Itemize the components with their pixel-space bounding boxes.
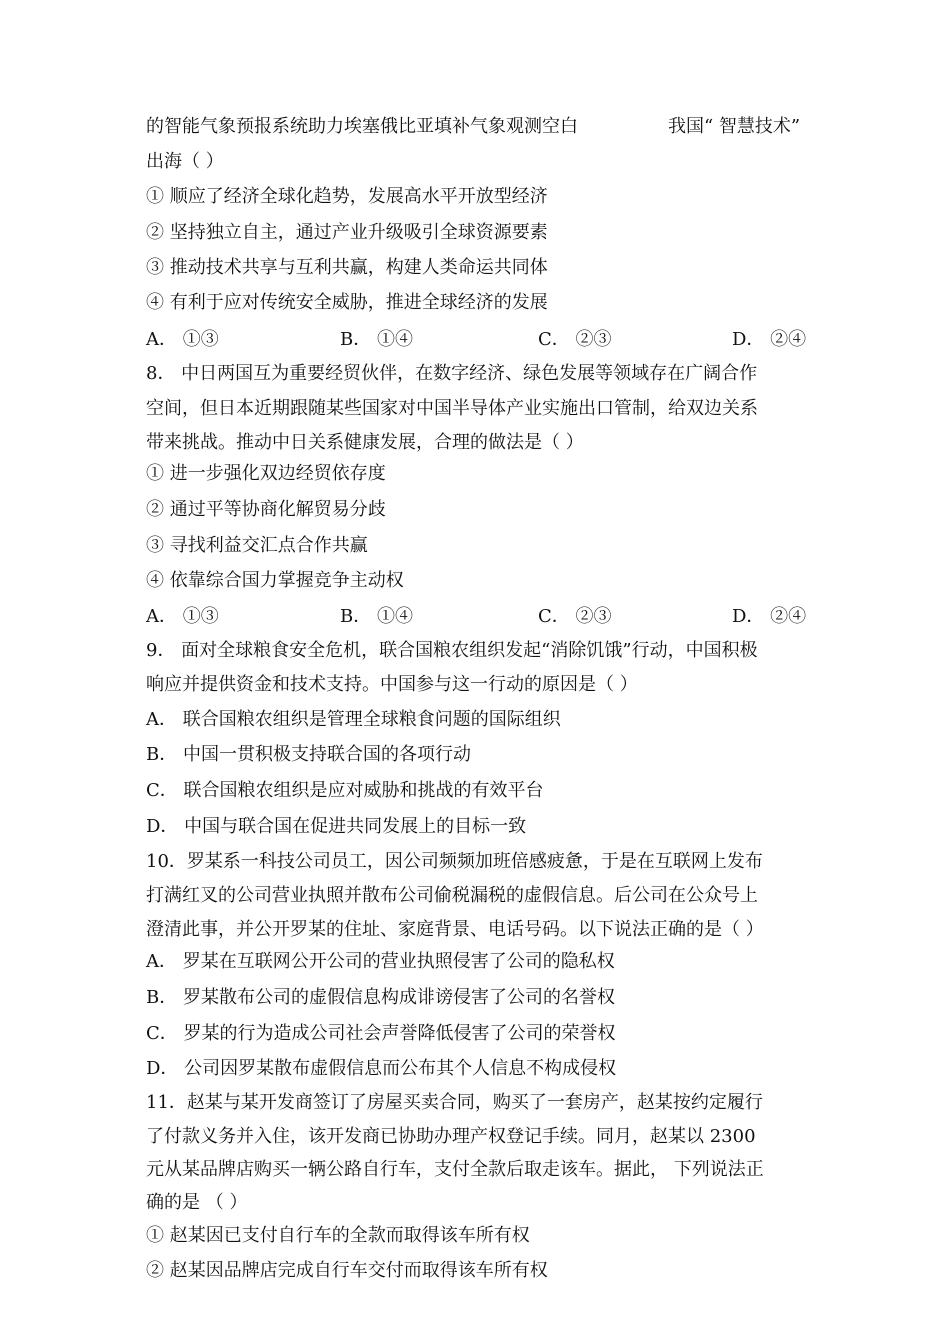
q10-option-a[interactable]: A． 罗某在互联网公开公司的营业执照侵害了公司的隐私权 (146, 951, 615, 972)
q7-stem-line-2: 出海（ ） (146, 151, 224, 172)
q8-option-d[interactable]: D． ②④ (732, 606, 807, 627)
q8-stem-line-1: 8． 中日两国互为重要经贸伙伴，在数字经济、绿色发展等领域存在广阔合作 (146, 363, 758, 384)
q8-option-b[interactable]: B． ①④ (340, 606, 413, 627)
q8-item-2: ② 通过平等协商化解贸易分歧 (146, 499, 386, 520)
q7-option-b[interactable]: B． ①④ (340, 329, 413, 350)
q10-option-d[interactable]: D． 公司因罗某散布虚假信息而公布其个人信息不构成侵权 (146, 1058, 617, 1079)
q9-option-b[interactable]: B． 中国一贯积极支持联合国的各项行动 (146, 744, 471, 765)
q7-option-d[interactable]: D． ②④ (732, 329, 807, 350)
q10-stem-line-1: 10．罗某系一科技公司员工，因公司频频加班倍感疲惫，于是在互联网上发布 (146, 851, 763, 872)
q8-item-4: ④ 依靠综合国力掌握竞争主动权 (146, 570, 404, 591)
q7-stem-line-1-end: 我国“ 智慧技术” (668, 116, 801, 137)
q7-item-2: ② 坚持独立自主，通过产业升级吸引全球资源要素 (146, 222, 548, 243)
q9-option-d[interactable]: D． 中国与联合国在促进共同发展上的目标一致 (146, 816, 527, 837)
q8-item-3: ③ 寻找利益交汇点合作共赢 (146, 535, 368, 556)
q8-item-1: ① 进一步强化双边经贸依存度 (146, 463, 386, 484)
q11-stem-line-2: 了付款义务并入住，该开发商已协助办理产权登记手续。同月，赵某以 2300 (146, 1126, 756, 1147)
q10-stem-line-3: 澄清此事，并公开罗某的住址、家庭背景、电话号码。以下说法正确的是（ ） (146, 919, 764, 940)
q10-option-b[interactable]: B． 罗某散布公司的虚假信息构成诽谤侵害了公司的名誉权 (146, 987, 615, 1008)
q11-stem-line-3: 元从某品牌店购买一辆公路自行车，支付全款后取走该车。据此， 下列说法正 (146, 1159, 764, 1180)
q11-item-1: ① 赵某因已支付自行车的全款而取得该车所有权 (146, 1225, 530, 1246)
q11-stem-line-4: 确的是 （ ） (146, 1192, 248, 1213)
q7-item-4: ④ 有利于应对传统安全威胁，推进全球经济的发展 (146, 292, 548, 313)
q7-item-3: ③ 推动技术共享与互利共赢，构建人类命运共同体 (146, 257, 548, 278)
q9-stem-line-1: 9． 面对全球粮食安全危机，联合国粮农组织发起“消除饥饿”行动，中国积极 (146, 640, 758, 661)
q8-option-c[interactable]: C． ②③ (538, 606, 612, 627)
q10-stem-line-2: 打满红叉的公司营业执照并散布公司偷税漏税的虚假信息。后公司在公众号上 (146, 885, 758, 906)
q8-option-a[interactable]: A． ①③ (146, 606, 219, 627)
q10-option-c[interactable]: C． 罗某的行为造成公司社会声誉降低侵害了公司的荣誉权 (146, 1023, 616, 1044)
q11-stem-line-1: 11．赵某与某开发商签订了房屋买卖合同，购买了一套房产，赵某按约定履行 (146, 1092, 763, 1113)
q9-option-a[interactable]: A． 联合国粮农组织是管理全球粮食问题的国际组织 (146, 709, 561, 730)
q8-stem-line-2: 空间，但日本近期跟随某些国家对中国半导体产业实施出口管制，给双边关系 (146, 398, 758, 419)
q7-stem-line-1: 的智能气象预报系统助力埃塞俄比亚填补气象观测空白 (146, 116, 578, 137)
q8-options (146, 606, 806, 628)
q9-stem-line-2: 响应并提供资金和技术支持。中国参与这一行动的原因是（ ） (146, 674, 638, 695)
q11-item-2: ② 赵某因品牌店完成自行车交付而取得该车所有权 (146, 1260, 548, 1281)
q8-stem-line-3: 带来挑战。推动中日关系健康发展，合理的做法是（ ） (146, 432, 584, 453)
q7-item-1: ① 顺应了经济全球化趋势，发展高水平开放型经济 (146, 186, 548, 207)
q9-option-c[interactable]: C． 联合国粮农组织是应对威胁和挑战的有效平台 (146, 780, 544, 801)
q7-options (146, 329, 806, 351)
q7-option-a[interactable]: A． ①③ (146, 329, 219, 350)
q7-option-c[interactable]: C． ②③ (538, 329, 612, 350)
